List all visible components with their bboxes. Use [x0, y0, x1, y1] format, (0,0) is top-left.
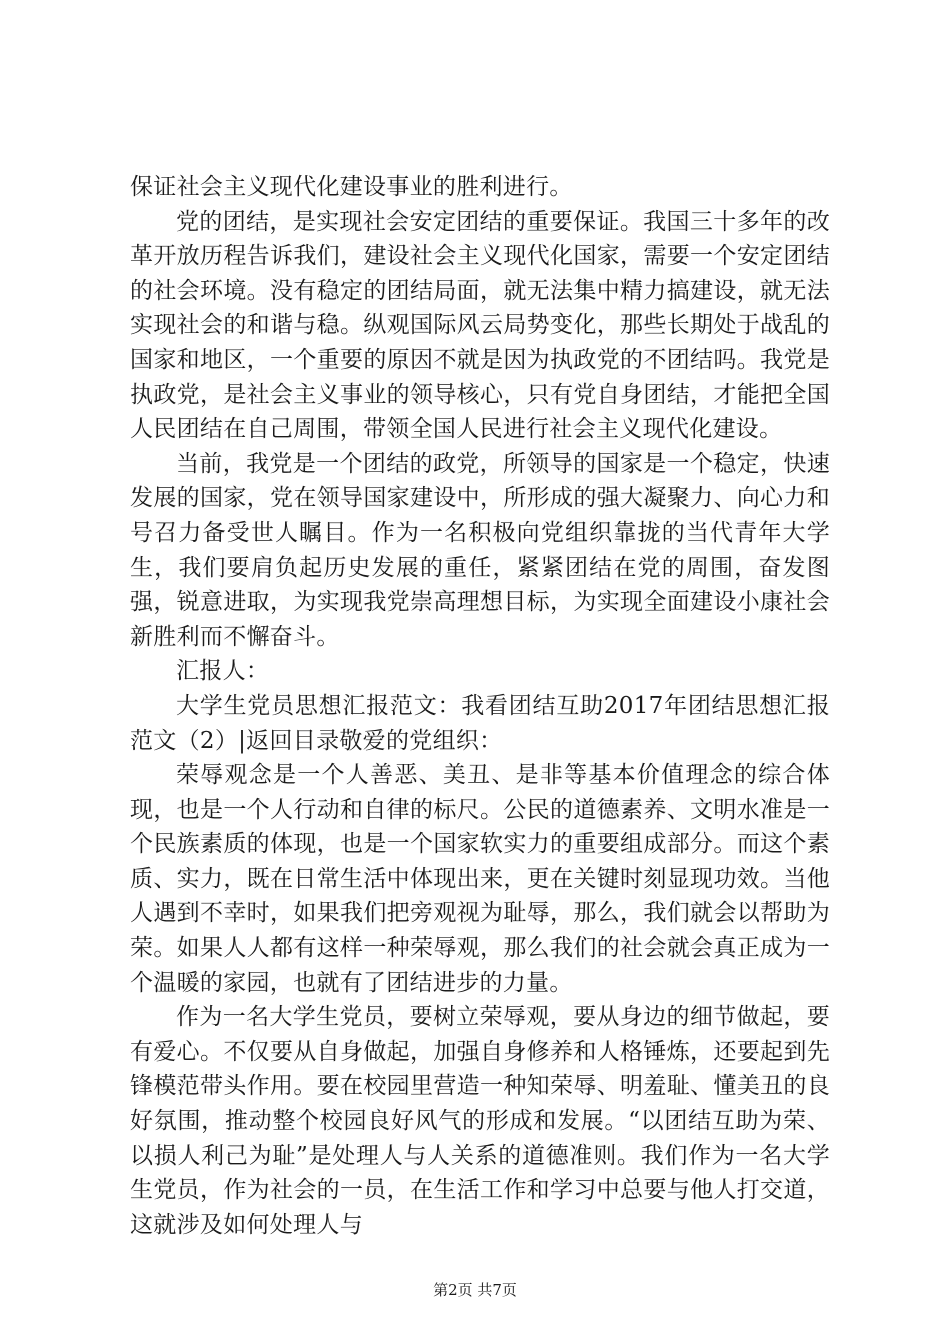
- document-body: [130, 170, 830, 1242]
- page-number-footer: 第2页 共7页: [433, 1281, 517, 1299]
- paragraph-3: 当前，我党是一个团结的政党，所领导的国家是一个稳定，快速发展的国家，党在领导国家建设中，所形成的强大凝聚力、向心力和号召力备受世人瞩目。作为一名积极向党组织靠拢的当代青年大学生，我们要肩负起历史发展的重任，紧紧团结在党的周围，奋发图强，锐意进取，为实现我党崇高理想目标，为实现全面建设小康社会新胜利而不懈奋斗。: [130, 450, 830, 650]
- paragraph-2: 党的团结，是实现社会安定团结的重要保证。我国三十多年的改革开放历程告诉我们，建设社会主义现代化国家，需要一个安定团结的社会环境。没有稳定的团结局面，就无法集中精力搞建设，就无法实现社会的和谐与稳。纵观国际风云局势变化，那些长期处于战乱的国家和地区，一个重要的原因不就是因为执政党的不团结吗。我党是执政党，是社会主义事业的领导核心，只有党自身团结，才能把全国人民团结在自己周围，带领全国人民进行社会主义现代化建设。: [130, 208, 830, 443]
- paragraph-5: 作为一名大学生党员，要树立荣辱观，要从身边的细节做起，要有爱心。不仅要从自身做起，加强自身修养和人格锤炼，还要起到先锋模范带头作用。要在校园里营造一种知荣辱、明羞耻、懂美丑的良好氛围，推动整个校园良好风气的形成和发展。“以团结互助为荣、以损人利己为耻”是处理人与人关系的道德准则。我们作为一名大学生党员，作为社会的一员，在生活工作和学习中总要与他人打交道，这就涉及如何处理人与: [130, 1004, 830, 1238]
- reporter-line: 汇报人：: [176, 658, 270, 685]
- paragraph-4: 荣辱观念是一个人善恶、美丑、是非等基本价值理念的综合体现，也是一个人行动和自律的标尺。公民的道德素养、文明水准是一个民族素质的体现，也是一个国家软实力的重要组成部分。而这个素质、实力，既在日常生活中体现出来，更在关键时刻显现功效。当他人遇到不幸时，如果我们把旁观视为耻辱，那么，我们就会以帮助为荣。如果人人都有这样一种荣辱观，那么我们的社会就会真正成为一个温暖的家园，也就有了团结进步的力量。: [130, 762, 830, 996]
- section-heading: 大学生党员思想汇报范文：我看团结互助2017年团结思想汇报范文（2）|返回目录敬爱的党组织：: [130, 692, 830, 754]
- paragraph-1: 保证社会主义现代化建设事业的胜利进行。: [130, 174, 573, 200]
